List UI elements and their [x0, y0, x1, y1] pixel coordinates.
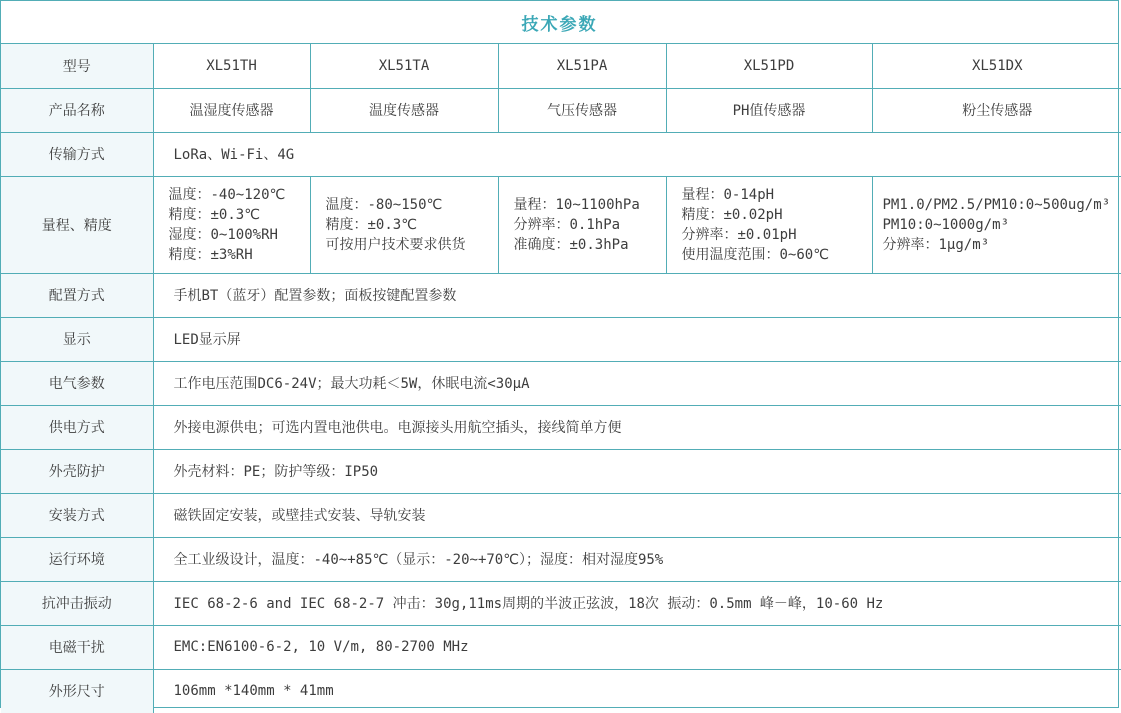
row-label: 抗冲击振动 — [1, 581, 153, 625]
spec-line: 温度：-40~120℃ — [168, 186, 286, 203]
spec-line: 可按用户技术要求供货 — [325, 236, 466, 253]
table-row-operating-environment — [1, 537, 1121, 581]
title-row — [1, 1, 1118, 44]
row-label: 产品名称 — [1, 88, 153, 132]
spec-line: PM10:0~1000g/m³ — [882, 216, 1009, 233]
table-row-configuration — [1, 273, 1121, 317]
page-title: 技术参数 — [521, 14, 598, 35]
spec-line: 湿度：0~100%RH — [168, 226, 278, 243]
row-label: 安装方式 — [1, 493, 153, 537]
product-name-cell: PH值传感器 — [666, 88, 872, 132]
range-cell — [666, 176, 872, 273]
row-label: 传输方式 — [1, 132, 153, 176]
spec-value-cell: LoRa、Wi-Fi、4G — [153, 132, 1121, 176]
row-label: 电磁干扰 — [1, 625, 153, 669]
spec-line: 量程：10~1100hPa — [513, 196, 640, 213]
spec-value-cell: 外接电源供电；可选内置电池供电。电源接头用航空插头，接线简单方便 — [153, 405, 1121, 449]
spec-line: 温度：-80~150℃ — [325, 196, 443, 213]
spec-value-cell: IEC 68-2-6 and IEC 68-2-7 冲击：30g,11ms周期的半波正弦波，18次 振动：0.5mm 峰－峰，10-60 Hz — [153, 581, 1121, 625]
product-name-cell: 温湿度传感器 — [153, 88, 310, 132]
product-name-cell: 气压传感器 — [498, 88, 666, 132]
row-label: 运行环境 — [1, 537, 153, 581]
spec-line: 使用温度范围：0~60℃ — [681, 246, 829, 263]
product-name-cell: 粉尘传感器 — [872, 88, 1121, 132]
table-row-model — [1, 44, 1121, 88]
spec-line: 精度：±0.3℃ — [168, 206, 260, 223]
table-row-power-supply — [1, 405, 1121, 449]
range-cell — [153, 176, 310, 273]
table-row-dimensions — [1, 669, 1121, 713]
model-cell: XL51TA — [310, 44, 498, 88]
spec-line: 分辨率：1μg/m³ — [882, 236, 990, 253]
spec-line: 精度：±0.02pH — [681, 206, 783, 223]
spec-line: 精度：±0.3℃ — [325, 216, 417, 233]
spec-value-cell: 106mm *140mm * 41mm — [153, 669, 1121, 713]
row-label: 外形尺寸 — [1, 669, 153, 713]
spec-value-cell: 外壳材料：PE；防护等级：IP50 — [153, 449, 1121, 493]
spec-line: 精度：±3%RH — [168, 246, 253, 263]
spec-line: 分辨率：0.1hPa — [513, 216, 621, 233]
table-row-enclosure — [1, 449, 1121, 493]
spec-table — [1, 44, 1121, 713]
row-label: 显示 — [1, 317, 153, 361]
model-cell: XL51PD — [666, 44, 872, 88]
row-label: 供电方式 — [1, 405, 153, 449]
model-cell: XL51PA — [498, 44, 666, 88]
spec-line: 准确度：±0.3hPa — [513, 236, 629, 253]
spec-value-cell: EMC:EN6100-6-2, 10 V/m, 80-2700 MHz — [153, 625, 1121, 669]
spec-value-cell: 磁铁固定安装，或壁挂式安装、导轨安装 — [153, 493, 1121, 537]
table-row-installation — [1, 493, 1121, 537]
spec-value-cell: LED显示屏 — [153, 317, 1121, 361]
spec-value-cell: 全工业级设计，温度：-40~+85℃（显示：-20~+70℃）；湿度：相对湿度95% — [153, 537, 1121, 581]
spec-value-cell: 工作电压范围DC6-24V；最大功耗＜5W，休眠电流<30μA — [153, 361, 1121, 405]
model-cell: XL51TH — [153, 44, 310, 88]
range-cell — [310, 176, 498, 273]
table-row-shock-vibration — [1, 581, 1121, 625]
product-name-cell: 温度传感器 — [310, 88, 498, 132]
spec-value-cell: 手机BT（蓝牙）配置参数；面板按键配置参数 — [153, 273, 1121, 317]
spec-line: 量程：0-14pH — [681, 186, 775, 203]
table-row-transmission — [1, 132, 1121, 176]
range-cell — [872, 176, 1121, 273]
table-row-product-name — [1, 88, 1121, 132]
spec-line: PM1.0/PM2.5/PM10:0~500ug/m³ — [882, 196, 1111, 213]
table-row-emc — [1, 625, 1121, 669]
table-row-electrical — [1, 361, 1121, 405]
table-row-display — [1, 317, 1121, 361]
table-row-range-accuracy — [1, 176, 1121, 273]
row-label: 外壳防护 — [1, 449, 153, 493]
row-label: 配置方式 — [1, 273, 153, 317]
row-label: 电气参数 — [1, 361, 153, 405]
row-label: 量程、精度 — [1, 176, 153, 273]
row-label: 型号 — [1, 44, 153, 88]
spec-line: 分辨率：±0.01pH — [681, 226, 797, 243]
model-cell: XL51DX — [872, 44, 1121, 88]
range-cell — [498, 176, 666, 273]
